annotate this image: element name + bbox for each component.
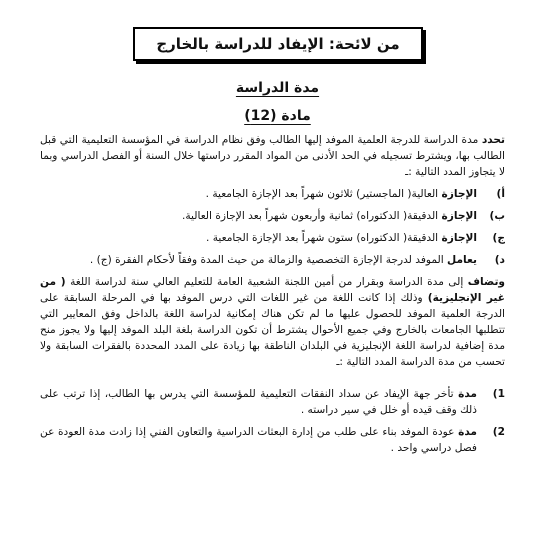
degree-desc: الدقيقة( الدكتوراه) ثمانية وأربعون شهراً بعد الإجازة العالية. [182, 210, 439, 222]
degree-text [40, 230, 477, 246]
section-heading-text: مدة الدراسة [235, 80, 320, 96]
degree-text [40, 208, 477, 224]
addition-bold: ( من غير الإنجليزية) [40, 276, 505, 304]
degree-lead: الإجازة [441, 210, 477, 222]
addition-paragraph [40, 274, 505, 370]
exclusion-key: 1) [492, 388, 505, 400]
exclusion-text [40, 424, 477, 456]
section-heading [0, 80, 555, 96]
intro-lead: تحدد [481, 134, 506, 146]
degree-item-d [40, 252, 505, 268]
article-body [40, 132, 505, 462]
degree-lead: الإجازة [441, 188, 477, 200]
intro-paragraph [40, 132, 505, 180]
degree-list [40, 186, 505, 268]
degree-text [40, 252, 477, 268]
exclusion-list [40, 386, 505, 456]
intro-text: مدة الدراسة للدرجة العلمية الموفد إليها الطالب وفق نظام الدراسة في المؤسسة التعليمية التي قبل الطالب بها، ويشترط تسجيله في الحد الأدنى من المواد المقرر دراستها خلال السنة أو الفصل الدراسي وبما لا يتجاوز المدد التالية :ـ [40, 134, 505, 178]
degree-key: أ) [496, 188, 505, 200]
article-heading [0, 108, 555, 124]
degree-item-c [40, 230, 505, 246]
degree-lead: يعامل [447, 254, 477, 266]
exclusion-desc: عودة الموفد بناء على طلب من إدارة البعثات الدراسية والتعاون الفني إذا زادت مدة العودة عن فصل دراسي واحد . [40, 426, 477, 454]
degree-text [40, 186, 477, 202]
addition-text-before: إلى مدة الدراسة وبقرار من أمين اللجنة الشعبية العامة للتعليم العالي سنة لدراسة اللغة [70, 276, 464, 288]
degree-key: ج) [492, 232, 505, 244]
degree-lead: الإجازة [441, 232, 477, 244]
degree-desc: الدقيقة( الدكتوراه) ستون شهراً بعد الإجازة الجامعية . [206, 232, 439, 244]
article-heading-text: مادة (12) [244, 108, 311, 124]
document-title: من لائحة: الإيفاد للدراسة بالخارج [133, 27, 423, 61]
exclusion-desc: تأخر جهة الإيفاد عن سداد النفقات التعليمية للمؤسسة التي يدرس بها الطالب، إذا ترتب على ذلك وقف قيده أو خلل في سير دراسته . [40, 388, 477, 416]
addition-text-after: وذلك إذا كانت اللغة من غير اللغات التي درس الموفد بها في المرحلة السابقة على الدرجة العلمية الموفد للحصول عليها ما لم تكن هناك إمكانية لدراسة اللغة بالداخل وفق المعايير التي تتطلبها الجامعات بالخارج وفي جميع الأحوال يشترط أن تكون الدراسة بلغة البلد الموفد إليها ولا يجوز منح مدة إضافية لدراسة اللغة الإنجليزية في البلدان الناطقة بها زيادة على المدد المحددة بالفقرات السابقة ولا تحسب من مدة الدراسة المدد التالية :ـ [40, 292, 505, 368]
degree-key: ب) [489, 210, 505, 222]
degree-item-a [40, 186, 505, 202]
exclusion-key: 2) [492, 426, 505, 438]
degree-desc: الموفد لدرجة الإجازة التخصصية والزمالة من حيث المدة وفقاً لأحكام الفقرة (ج) . [89, 254, 444, 266]
degree-desc: العالية( الماجستير) ثلاثون شهراً بعد الإجازة الجامعية . [205, 188, 439, 200]
exclusion-text [40, 386, 477, 418]
addition-lead: وتضاف [467, 276, 506, 288]
degree-item-b [40, 208, 505, 224]
degree-key: د) [494, 254, 505, 266]
exclusion-lead: مدة [458, 388, 477, 400]
exclusion-lead: مدة [458, 426, 477, 438]
exclusion-item-2 [40, 424, 505, 456]
exclusion-item-1 [40, 386, 505, 418]
